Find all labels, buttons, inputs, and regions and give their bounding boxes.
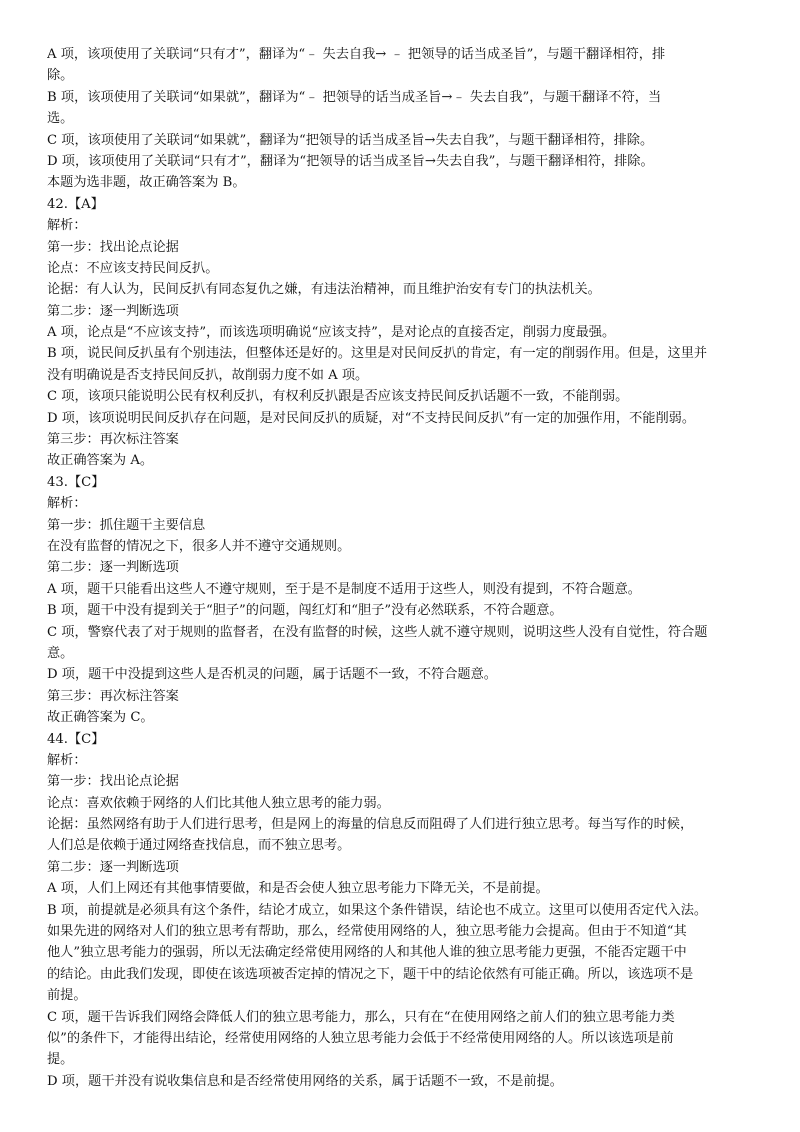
text-line: D 项，该项说明民间反扒存在问题，是对民间反扒的质疑，对“不支持民间反扒”有一定的加强作用，不能削弱。 xyxy=(47,410,696,426)
answer-line: 故正确答案为 C。 xyxy=(47,710,154,726)
text-line: 似”的条件下，才能得出结论，经常使用网络的人独立思考能力会低于不经常使用网络的人。所以该选项是前 xyxy=(47,1030,674,1046)
question-number: 44.【C】 xyxy=(47,731,105,747)
text-line: 本题为选非题，故正确答案为 B。 xyxy=(47,175,246,191)
text-line: 的结论。由此我们发现，即使在该选项被否定掉的情况之下，题干中的结论依然有可能正确。所以，该选项不是 xyxy=(47,966,694,982)
text-line: D 项，题干并没有说收集信息和是否经常使用网络的关系，属于话题不一致，不是前提。 xyxy=(47,1073,563,1089)
text-line: 他人”独立思考能力的强弱，所以无法确定经常使用网络的人和其他人谁的独立思考能力更强，不能否定题干中 xyxy=(47,945,687,961)
document-body xyxy=(47,44,755,1092)
analysis-heading: 解析： xyxy=(47,218,87,234)
text-line: 论点：不应该支持民间反扒。 xyxy=(47,260,219,276)
text-line: D 项，该项使用了关联词“只有才”，翻译为“把领导的话当成圣旨→失去自我”，与题干翻译相符，排除。 xyxy=(47,153,654,169)
text-line: 在没有监督的情况之下，很多人并不遵守交通规则。 xyxy=(47,538,351,554)
text-line: 人们总是依赖于通过网络查找信息，而不独立思考。 xyxy=(47,838,351,854)
text-line: A 项，论点是“不应该支持”，而该选项明确说“应该支持”，是对论点的直接否定，削弱力度最强。 xyxy=(47,325,616,341)
text-line: 论据：有人认为，民间反扒有同态复仇之嫌，有违法治精神，而且维护治安有专门的执法机关。 xyxy=(47,282,601,298)
step-heading: 第一步：找出论点论据 xyxy=(47,239,179,255)
text-line: B 项，题干中没有提到关于“胆子”的问题，闯红灯和“胆子”没有必然联系，不符合题意。 xyxy=(47,603,563,619)
step-heading: 第三步：再次标注答案 xyxy=(47,432,179,448)
text-line: 提。 xyxy=(47,1052,74,1068)
text-line: B 项，说民间反扒虽有个别违法，但整体还是好的。这里是对民间反扒的肯定，有一定的削弱作用。但是，这里并 xyxy=(47,346,708,362)
text-line: C 项，警察代表了对于规则的监督者，在没有监督的时候，这些人就不遵守规则，说明这些人没有自觉性，符合题 xyxy=(47,624,708,640)
text-line: 论据：虽然网络有助于人们进行思考，但是网上的海量的信息反而阻碍了人们进行独立思考。每当写作的时候， xyxy=(47,817,694,833)
text-line: 论点：喜欢依赖于网络的人们比其他人独立思考的能力弱。 xyxy=(47,795,390,811)
step-heading: 第一步：抓住题干主要信息 xyxy=(47,517,206,533)
text-line: 除。 xyxy=(47,68,74,84)
text-line: A 项，该项使用了关联词“只有才”，翻译为“﹣ 失去自我→ ﹣ 把领导的话当成圣旨”，与题干翻译相符，排 xyxy=(47,47,666,62)
text-line: A 项，人们上网还有其他事情要做，和是否会使人独立思考能力下降无关，不是前提。 xyxy=(47,881,549,897)
step-heading: 第一步：找出论点论据 xyxy=(47,774,179,790)
step-heading: 第二步：逐一判断选项 xyxy=(47,859,179,875)
text-line: C 项，该项只能说明公民有权利反扒，有权利反扒跟是否应该支持民间反扒话题不一致，不能削弱。 xyxy=(47,389,629,405)
step-heading: 第二步：逐一判断选项 xyxy=(47,303,179,319)
analysis-heading: 解析： xyxy=(47,752,87,768)
text-line: 如果先进的网络对人们的独立思考有帮助，那么，经常使用网络的人，独立思考能力会提高。但由于不知道“其 xyxy=(47,924,687,940)
step-heading: 第三步：再次标注答案 xyxy=(47,688,179,704)
step-heading: 第二步：逐一判断选项 xyxy=(47,560,179,576)
text-line: C 项，该项使用了关联词“如果就”，翻译为“把领导的话当成圣旨→失去自我”，与题干翻译相符，排除。 xyxy=(47,132,654,148)
text-line: B 项，该项使用了关联词“如果就”，翻译为“﹣ 把领导的话当成圣旨→﹣ 失去自我”，与题干翻译不符，当 xyxy=(47,89,662,105)
analysis-heading: 解析： xyxy=(47,496,87,512)
question-number: 43.【C】 xyxy=(47,474,105,490)
text-line: A 项，题干只能看出这些人不遵守规则，至于是不是制度不适用于这些人，则没有提到，不符合题意。 xyxy=(47,581,641,597)
text-line: 没有明确说是否支持民间反扒，故削弱力度不如 A 项。 xyxy=(47,367,369,383)
text-line: B 项，前提就是必须具有这个条件，结论才成立，如果这个条件错误，结论也不成立。这里可以使用否定代入法。 xyxy=(47,902,708,918)
question-number: 42.【A】 xyxy=(47,196,104,212)
text-line: C 项，题干告诉我们网络会降低人们的独立思考能力，那么，只有在“在使用网络之前人们的独立思考能力类 xyxy=(47,1009,675,1025)
text-line: D 项，题干中没提到这些人是否机灵的问题，属于话题不一致，不符合题意。 xyxy=(47,667,497,683)
text-line: 意。 xyxy=(47,645,74,661)
text-line: 前提。 xyxy=(47,988,87,1004)
answer-line: 故正确答案为 A。 xyxy=(47,453,154,469)
text-line: 选。 xyxy=(47,111,74,127)
